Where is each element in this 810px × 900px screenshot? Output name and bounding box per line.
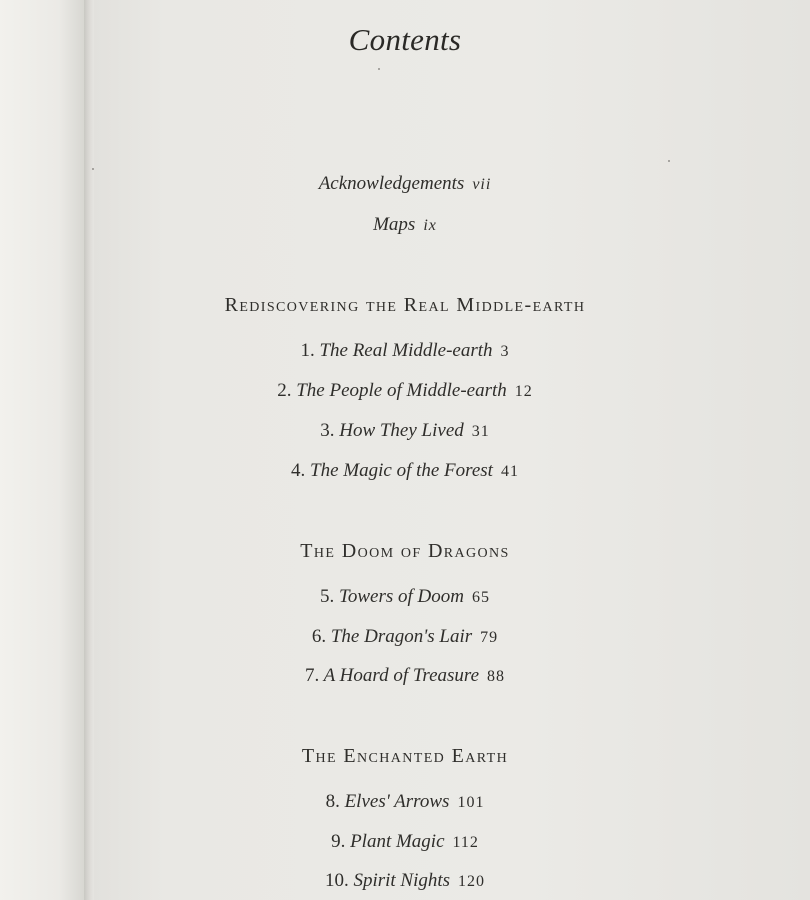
chapter-title: Plant Magic <box>350 831 445 852</box>
chapter-number: 4. <box>291 460 306 481</box>
chapter-title: Towers of Doom <box>339 586 464 607</box>
part-heading: The Doom of Dragons <box>300 540 510 562</box>
chapter-entry <box>0 626 810 648</box>
entry-page-number: ix <box>423 217 437 234</box>
page-title: Contents <box>348 22 462 57</box>
chapter-page-number: 41 <box>500 463 519 480</box>
chapter-number: 7. <box>304 665 320 686</box>
chapter-number: 5. <box>320 586 335 607</box>
paper-speck <box>92 168 94 170</box>
chapter-title: The Dragon's Lair <box>330 626 473 647</box>
paper-speck <box>668 160 670 162</box>
entry-title: Maps <box>373 214 416 235</box>
chapter-title: The People of Middle-earth <box>296 380 507 401</box>
chapter-page-number: 101 <box>457 794 485 811</box>
chapter-entry <box>0 460 810 482</box>
chapter-number: 8. <box>325 791 340 812</box>
front-matter-maps <box>0 214 810 236</box>
chapter-page-number: 3 <box>500 343 510 360</box>
chapter-entry <box>0 665 810 687</box>
chapter-number: 9. <box>331 831 346 852</box>
chapter-number: 2. <box>277 380 292 401</box>
entry-page-number: vii <box>472 176 492 193</box>
chapter-page-number: 79 <box>480 629 499 646</box>
chapter-number: 6. <box>311 626 327 647</box>
chapter-title: A Hoard of Treasure <box>323 665 480 686</box>
chapter-title: How They Lived <box>339 420 464 441</box>
chapter-entry <box>0 870 810 892</box>
chapter-page-number: 31 <box>471 423 490 440</box>
chapter-title: The Real Middle-earth <box>319 340 493 361</box>
chapter-title: The Magic of the Forest <box>310 460 493 481</box>
chapter-entry <box>0 791 810 813</box>
chapter-number: 3. <box>320 420 335 441</box>
chapter-page-number: 12 <box>514 383 533 400</box>
chapter-number: 10. <box>324 870 349 891</box>
chapter-entry <box>0 586 810 608</box>
paper-speck <box>378 68 380 70</box>
front-matter-acknowledgements <box>0 173 810 195</box>
chapter-title: Elves' Arrows <box>344 791 450 812</box>
chapter-entry <box>0 420 810 442</box>
chapter-title: Spirit Nights <box>353 870 451 891</box>
part-heading: Rediscovering the Real Middle-earth <box>224 294 586 316</box>
chapter-number: 1. <box>300 340 315 361</box>
chapter-page-number: 65 <box>471 589 490 606</box>
entry-title: Acknowledgements <box>318 173 465 194</box>
chapter-page-number: 112 <box>452 834 479 851</box>
chapter-page-number: 120 <box>458 873 486 890</box>
part-heading: The Enchanted Earth <box>301 745 509 767</box>
chapter-entry <box>0 831 810 853</box>
chapter-entry <box>0 380 810 402</box>
chapter-entry <box>0 340 810 362</box>
chapter-page-number: 88 <box>487 668 506 685</box>
